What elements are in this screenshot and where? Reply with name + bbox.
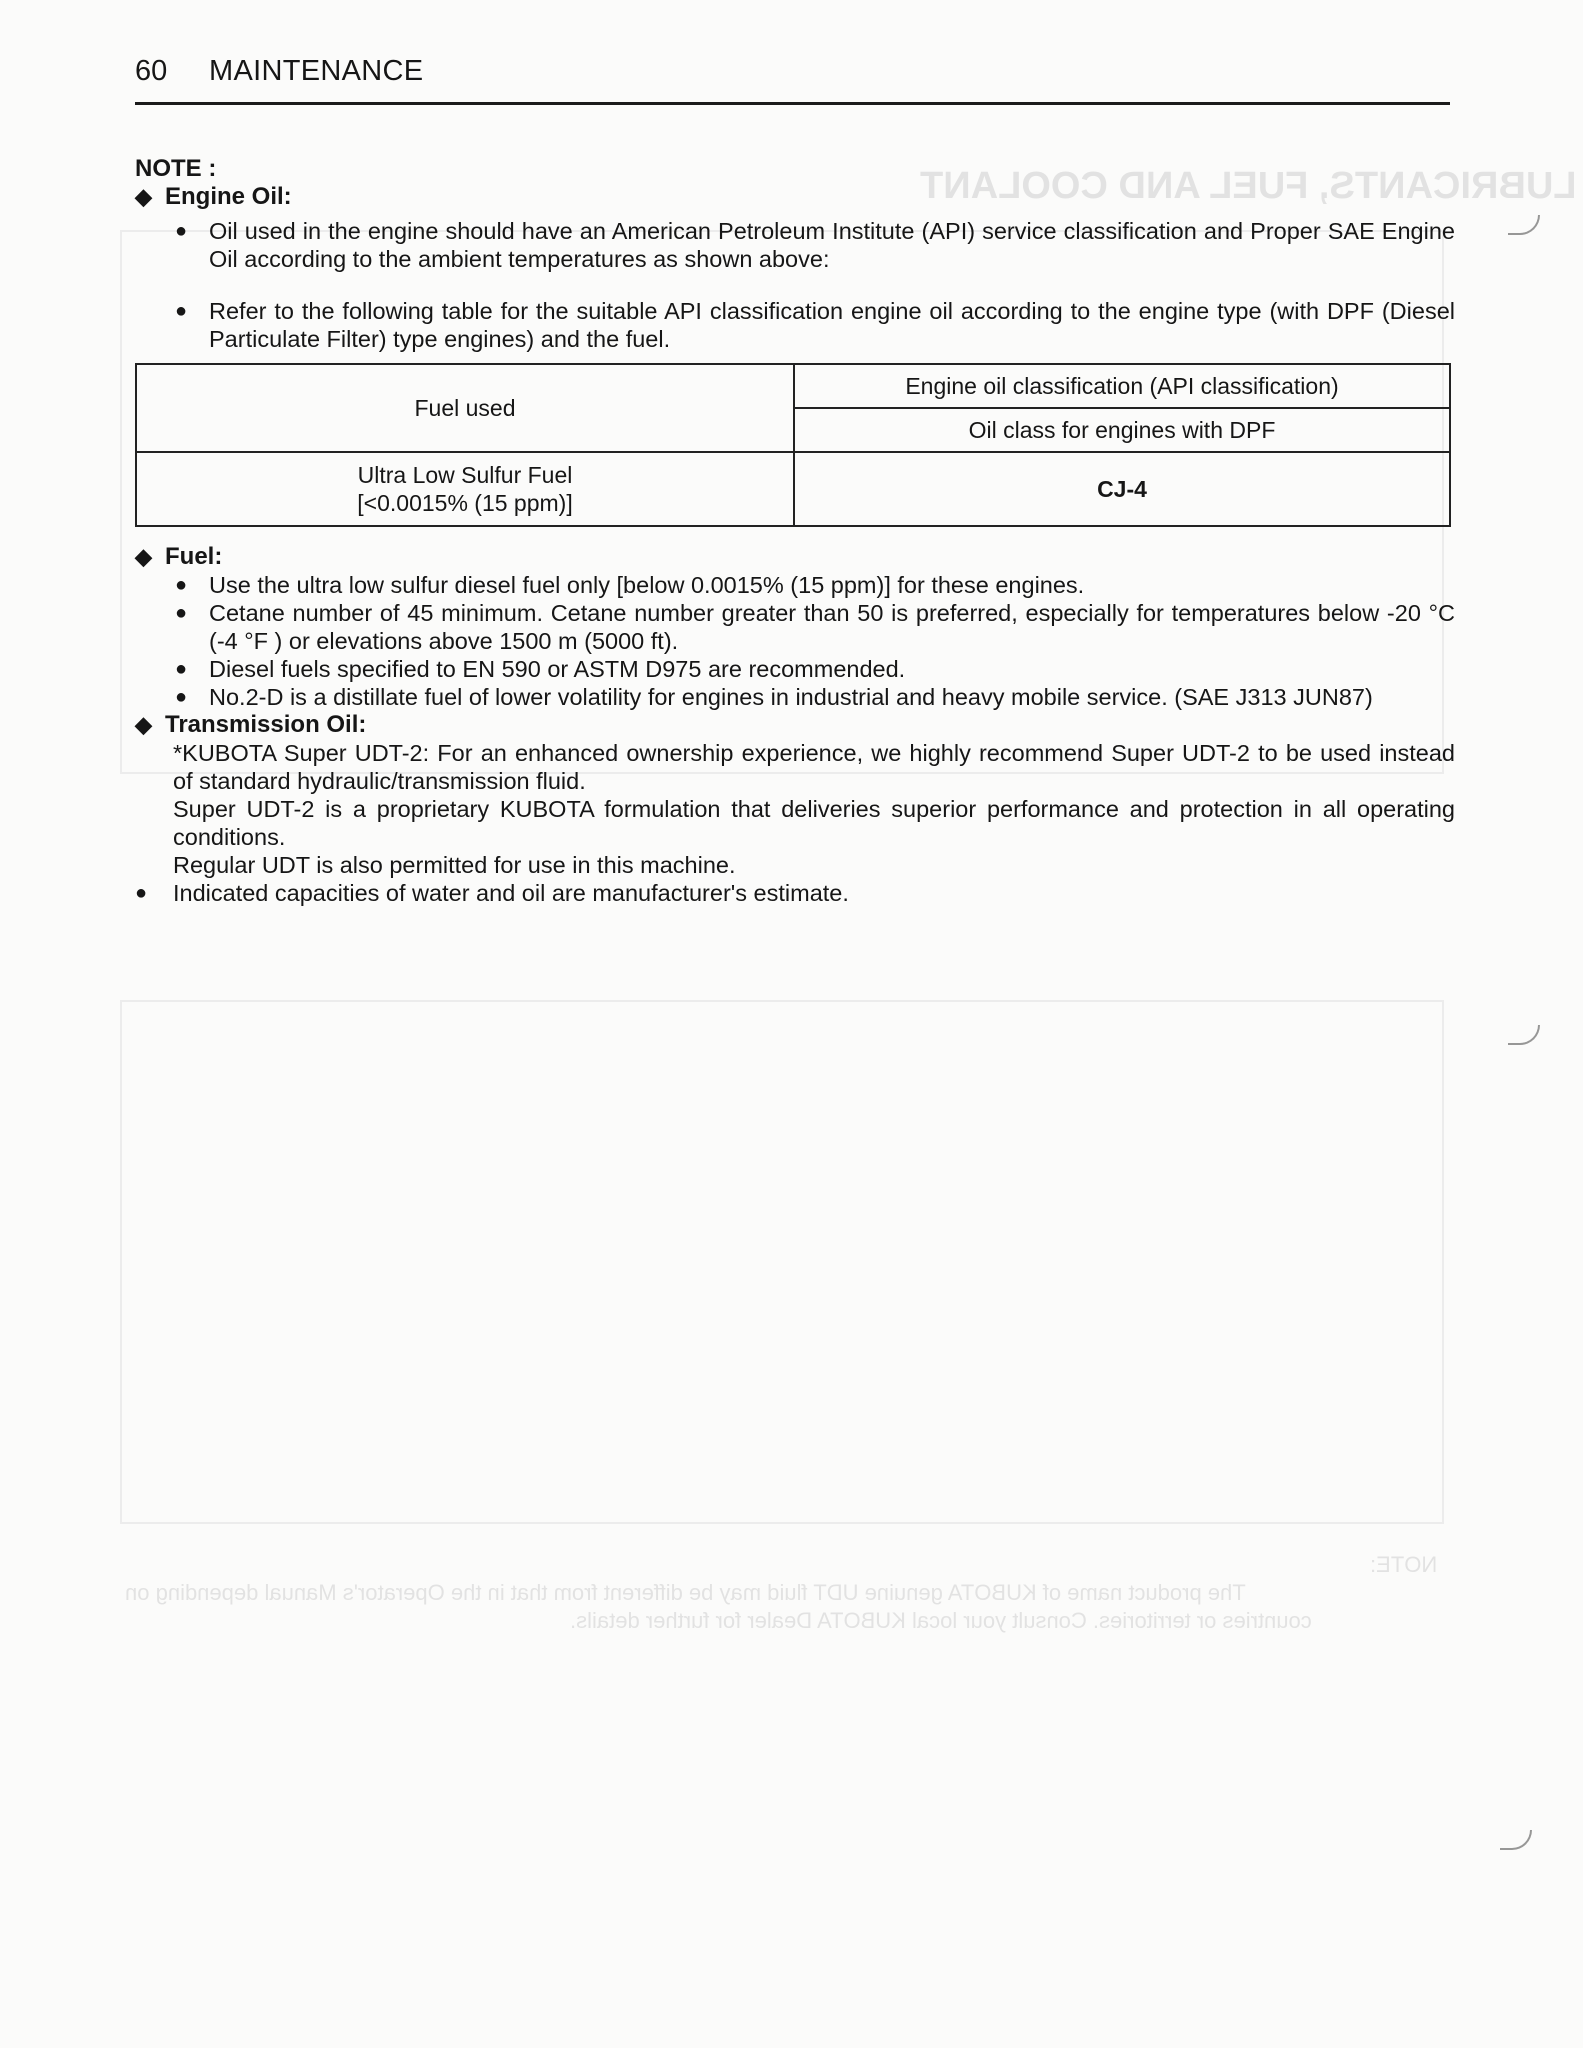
diamond-bullet-icon: ◆ (135, 544, 152, 569)
fuel-bullet (175, 655, 1455, 683)
bullet-icon: ● (175, 220, 188, 242)
binder-hole-mark-3 (1500, 1830, 1532, 1850)
table-header-engine-oil-classification: Engine oil classification (API classification) (794, 364, 1450, 408)
binder-hole-mark-1 (1508, 215, 1540, 235)
capacity-note-text: Indicated capacities of water and oil are manufacturer's estimate. (173, 880, 849, 906)
bullet-icon: ● (175, 602, 188, 624)
fuel-heading (135, 543, 1455, 571)
bullet-icon: ● (175, 686, 188, 708)
fuel-name: Ultra Low Sulfur Fuel (357, 462, 573, 488)
page-number: 60 (135, 55, 168, 87)
engine-oil-heading (135, 183, 1455, 211)
fuel-bullet-text: Diesel fuels specified to EN 590 or ASTM D975 are recommended. (209, 656, 906, 682)
show-through-footer-2: countries or territories. Consult your local KUBOTA Dealer for further details. (570, 1608, 1312, 1633)
fuel-bullet-text: Cetane number of 45 minimum. Cetane number greater than 50 is preferred, especially for temperatures below -20 °C (-4 °F ) or elevations above 1500 m (5000 ft). (209, 600, 1455, 654)
transmission-oil-para-1: *KUBOTA Super UDT-2: For an enhanced ownership experience, we highly recommend Super UDT-2 to be used instead of standard hydraulic/transmission fluid. (173, 740, 1455, 794)
show-through-heading: LUBRICANTS, FUEL AND COOLANT (920, 165, 1577, 207)
engine-oil-bullet (175, 297, 1455, 353)
fuel-bullet-list (135, 571, 1455, 711)
oil-classification-table (135, 363, 1451, 527)
transmission-oil-para-3: Regular UDT is also permitted for use in this machine. (173, 852, 736, 878)
page-header (135, 52, 1450, 105)
transmission-oil-heading (135, 711, 1455, 739)
fuel-bullet (175, 683, 1455, 711)
diamond-bullet-icon: ◆ (135, 712, 152, 737)
engine-oil-bullet-text: Refer to the following table for the suitable API classification engine oil according to the engine type (with DPF (Diesel Particulate Filter) type engines) and the fuel. (209, 298, 1455, 352)
transmission-oil-para-2: Super UDT-2 is a proprietary KUBOTA formulation that deliveries superior performance and protection in all operating conditions. (173, 796, 1455, 850)
table-subheader-dpf: Oil class for engines with DPF (794, 408, 1450, 452)
diamond-bullet-icon: ◆ (135, 184, 152, 209)
fuel-bullet (175, 599, 1455, 655)
engine-oil-bullet-text: Oil used in the engine should have an American Petroleum Institute (API) service classification and Proper SAE Engine Oil according to the ambient temperatures as shown above: (209, 218, 1455, 272)
bullet-icon: ● (175, 658, 188, 680)
show-through-footer-1: The product name of KUBOTA genuine UDT fluid may be different from that in the Operator's Manual depending on (125, 1580, 1246, 1605)
table-cell-oil-class: CJ-4 (794, 452, 1450, 526)
engine-oil-heading-text: Engine Oil: (165, 183, 292, 210)
bullet-icon: ● (175, 300, 188, 322)
fuel-bullet-text: No.2-D is a distillate fuel of lower volatility for engines in industrial and heavy mobile service. (SAE J313 JUN87) (209, 684, 1373, 710)
fuel-heading-text: Fuel: (165, 543, 223, 570)
fuel-sulfur-limit: [<0.0015% (15 ppm)] (357, 490, 573, 516)
binder-hole-mark-2 (1508, 1025, 1540, 1045)
capacity-note-bullet (135, 879, 1455, 907)
transmission-oil-heading-text: Transmission Oil: (165, 711, 367, 738)
note-label: NOTE : (135, 155, 217, 182)
table-header-fuel-used: Fuel used (136, 364, 794, 452)
bullet-icon: ● (175, 574, 188, 596)
show-through-note: NOTE: (1370, 1552, 1438, 1577)
fuel-bullet (175, 571, 1455, 599)
table-cell-fuel (136, 452, 794, 526)
fuel-bullet-text: Use the ultra low sulfur diesel fuel only [below 0.0015% (15 ppm)] for these engines. (209, 572, 1085, 598)
notes-content (135, 155, 1455, 907)
show-through-table-bottom (120, 1000, 1444, 1524)
engine-oil-bullet (175, 217, 1455, 273)
bullet-icon: ● (135, 882, 148, 904)
section-title: MAINTENANCE (209, 55, 424, 87)
